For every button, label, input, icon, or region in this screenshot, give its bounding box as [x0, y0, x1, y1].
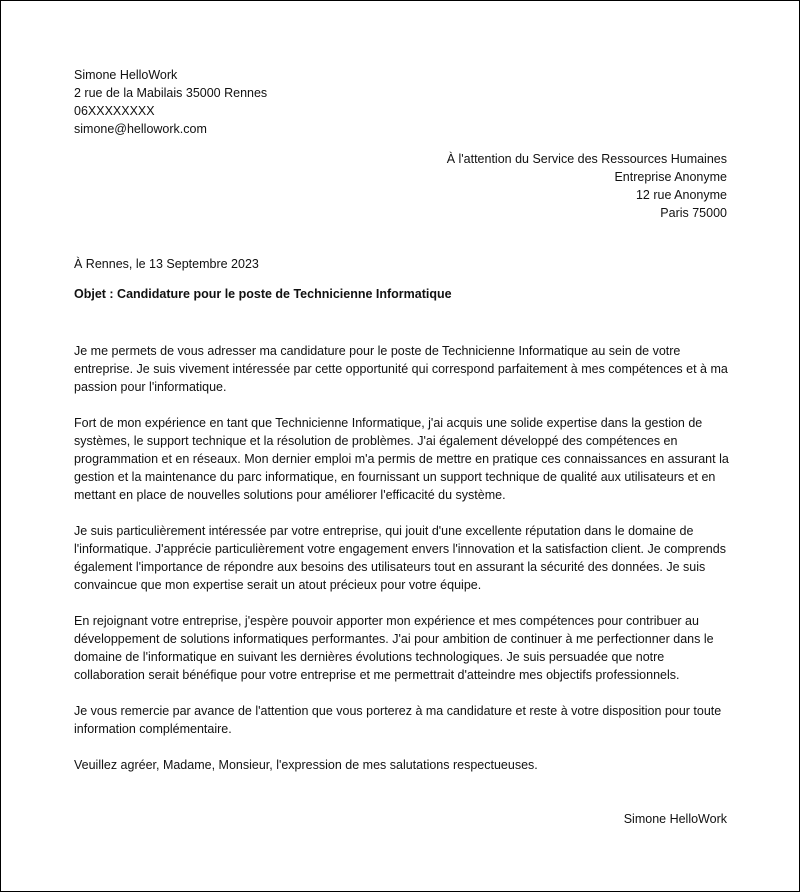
subject-line: Objet : Candidature pour le poste de Technicienne Informatique [74, 287, 452, 301]
letter-body [74, 342, 730, 792]
signature: Simone HelloWork [623, 812, 727, 826]
paragraph-experience: Fort de mon expérience en tant que Technicienne Informatique, j'ai acquis une solide expertise dans la gestion de systèmes, le support technique et la résolution de problèmes. J'ai également développé des compétences en programmation et en réseaux. Mon dernier emploi m'a permis de mettre en pratique ces connaissances en assurant la gestion et la maintenance du parc informatique, en fournissant un support technique de qualité aux utilisateurs et en mettant en place de nouvelles solutions pour améliorer l'efficacité du système. [74, 416, 729, 502]
paragraph-closing: Veuillez agréer, Madame, Monsieur, l'expression de mes salutations respectueuses. [74, 758, 538, 772]
paragraph-company-interest: Je suis particulièrement intéressée par votre entreprise, qui jouit d'une excellente réputation dans le domaine de l'informatique. J'apprécie particulièrement votre engagement envers l'innovation et la satisfaction client. Je comprends également l'importance de répondre aux besoins des utilisateurs tout en assurant la sécurité des données. Je suis convaincue que mon expertise serait un atout précieux pour votre équipe. [74, 524, 726, 592]
sender-phone: 06XXXXXXXX [74, 104, 155, 118]
sender-email: simone@hellowork.com [74, 122, 207, 136]
place-date: À Rennes, le 13 Septembre 2023 [74, 257, 259, 271]
paragraph-contribution: En rejoignant votre entreprise, j'espère pouvoir apporter mon expérience et mes compétences pour contribuer au développement de solutions informatiques performantes. J'ai pour ambition de continuer à me perfectionner dans le domaine de l'informatique en suivant les dernières évolutions technologiques. Je suis persuadée que notre collaboration serait bénéfique pour votre entreprise et me permettrait d'atteindre mes objectifs professionnels. [74, 614, 714, 682]
paragraph-introduction: Je me permets de vous adresser ma candidature pour le poste de Technicienne Informatique au sein de votre entreprise. Je suis vivement intéressée par cette opportunité qui correspond parfaitement à mes compétences et à ma passion pour l'informatique. [74, 344, 728, 394]
sender-address: 2 rue de la Mabilais 35000 Rennes [74, 86, 268, 100]
paragraph-thanks: Je vous remercie par avance de l'attention que vous porterez à ma candidature et reste à votre disposition pour toute information complémentaire. [74, 704, 722, 736]
recipient-city: Paris 75000 [660, 206, 727, 220]
recipient-attention: À l'attention du Service des Ressources Humaines [446, 152, 727, 166]
recipient-block [307, 150, 727, 222]
recipient-company: Entreprise Anonyme [614, 170, 727, 184]
recipient-street: 12 rue Anonyme [635, 188, 727, 202]
sender-block [74, 66, 474, 138]
sender-name: Simone HelloWork [74, 68, 178, 82]
